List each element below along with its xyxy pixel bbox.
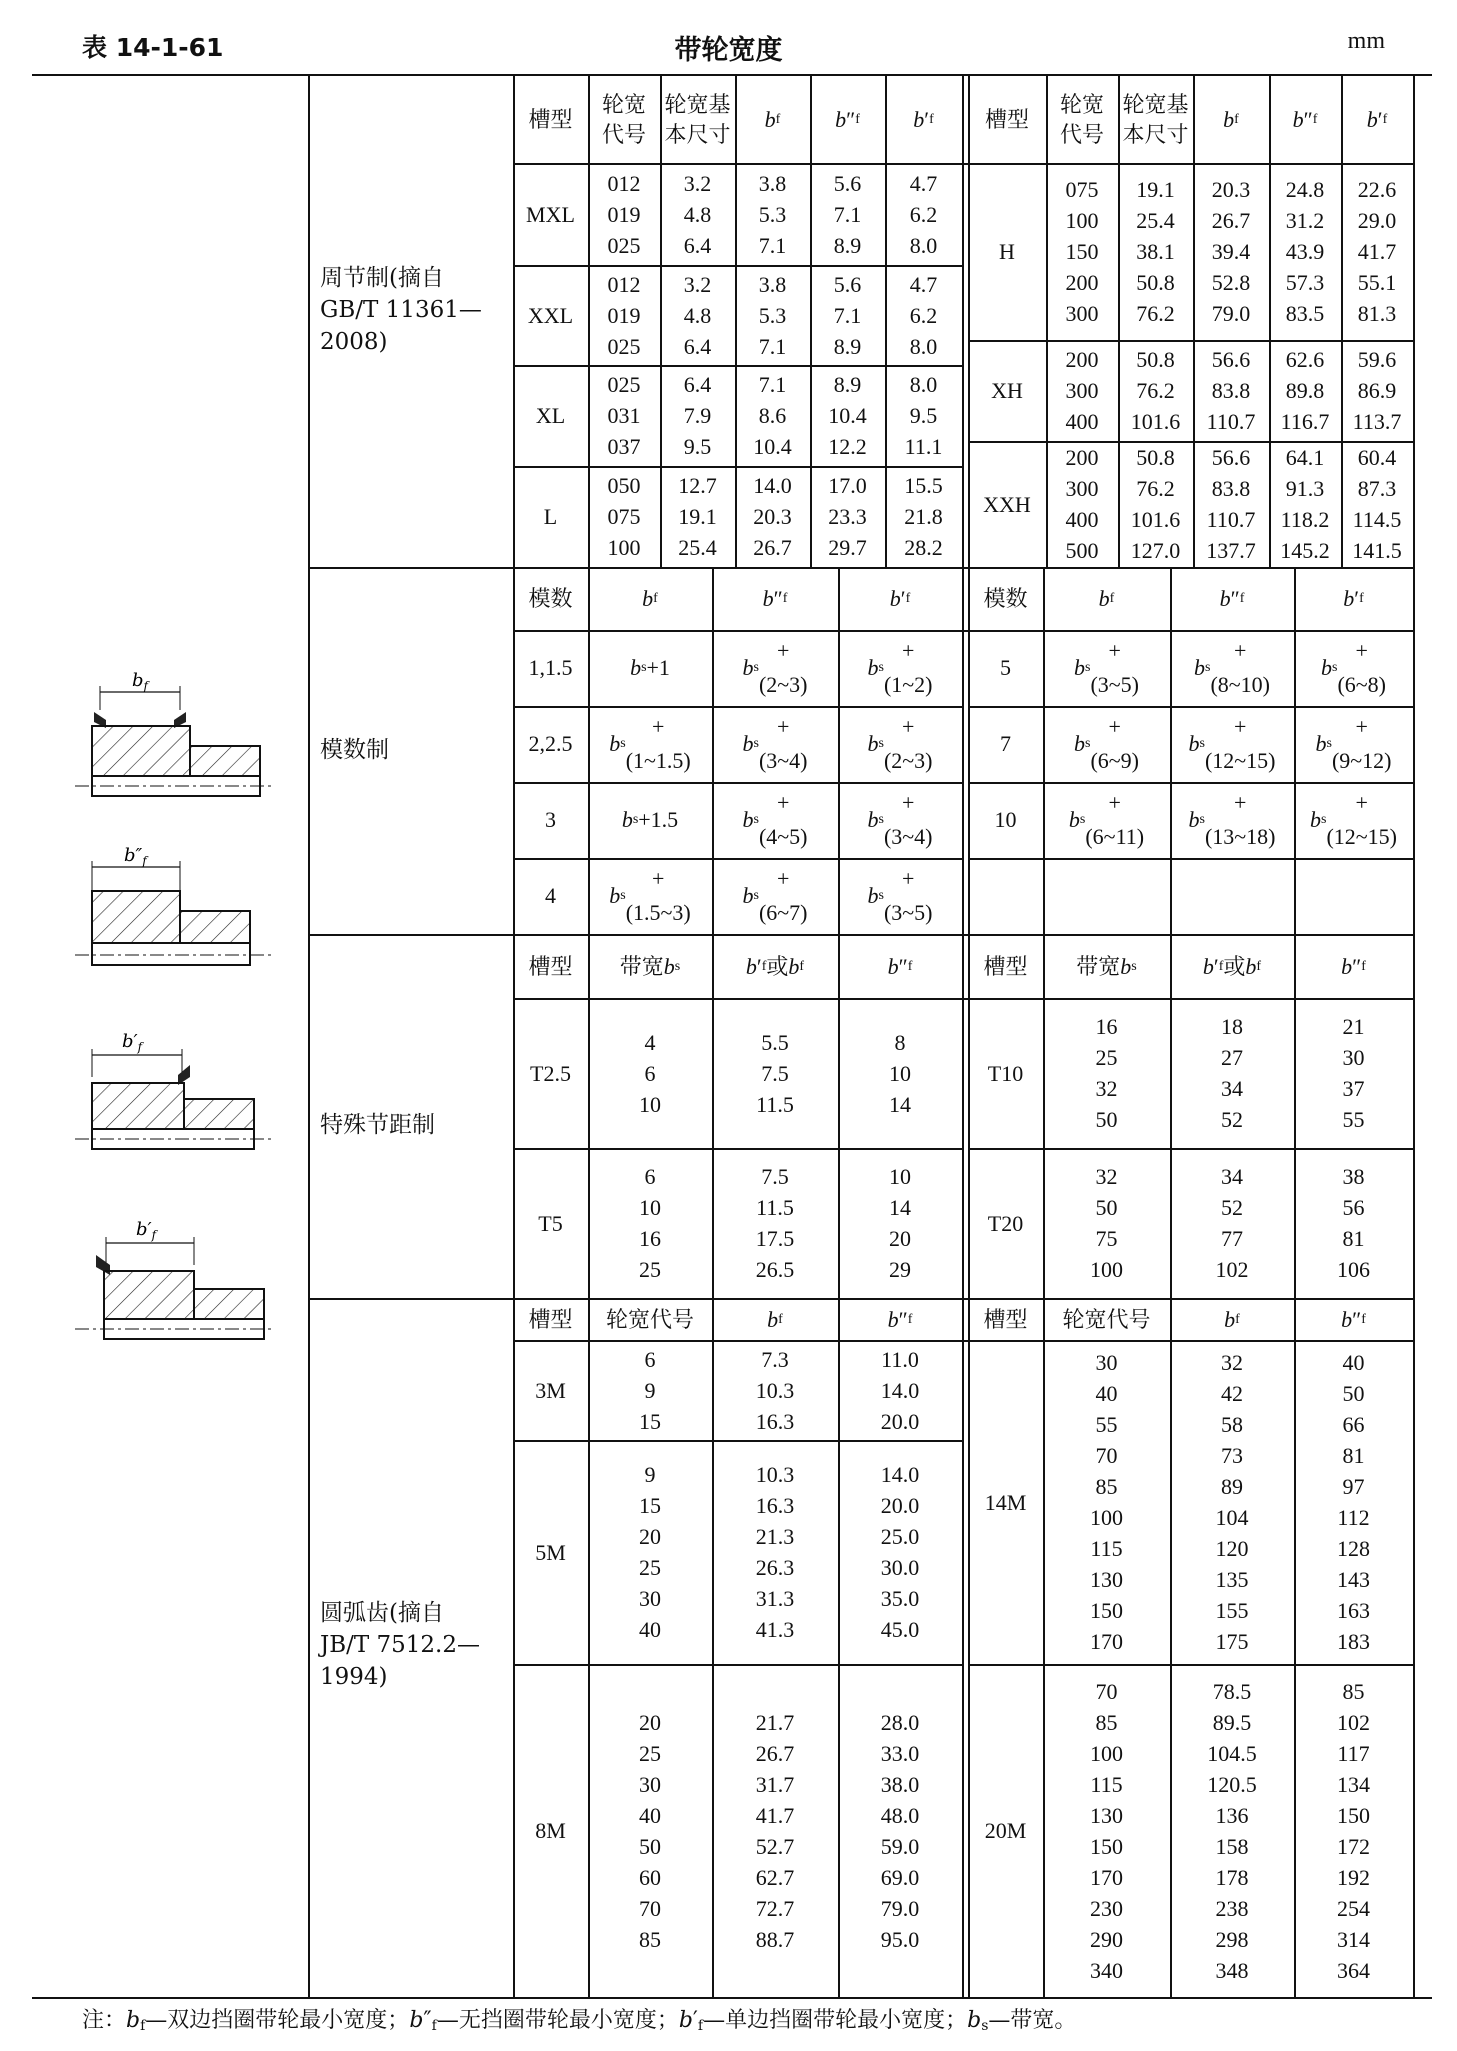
groove-type-cell: T5: [538, 1210, 563, 1236]
header-cell: b f: [767, 1306, 783, 1332]
value-cell: 075 100 150 200 300: [1065, 177, 1099, 326]
value-cell: 20.3 26.7 39.4 52.8 79.0: [1211, 177, 1251, 326]
formula-cell: b s + (12~15): [1309, 790, 1397, 849]
value-cell: 21.7 26.7 31.7 41.7 52.7 62.7 72.7 88.7: [755, 1709, 795, 1952]
system-label-pitch: 周节制(摘自 GB/T 11361— 2008): [320, 265, 482, 355]
value-cell: 24.8 31.2 43.9 57.3 83.5: [1285, 177, 1325, 326]
value-cell: 5.6 7.1 8.9: [833, 170, 862, 258]
footnote-text: 注：$b_f—$双边挡圈带轮最小宽度；$b''_f—$无挡圈带轮最小宽度；$b'_f—$单边挡圈带轮最小宽度；$b_s—$带宽。: [82, 2008, 1077, 2034]
value-cell: 50.8 76.2 101.6 127.0: [1130, 445, 1181, 563]
system-label-special-pitch: 特殊节距制: [320, 1112, 435, 1138]
value-cell: 050 075 100: [607, 473, 641, 560]
footnote: [82, 2003, 1076, 2034]
figure-single-flange-right: [70, 1025, 280, 1165]
value-cell: 8.9 10.4 12.2: [828, 372, 867, 459]
header-cell: b ″ f: [1341, 953, 1366, 979]
module-cell: 10: [994, 807, 1017, 832]
header-cell: b ′ f: [1343, 586, 1364, 611]
formula-cell: b s + (1~2): [867, 638, 933, 697]
header-cell: b f: [1098, 586, 1115, 611]
groove-type-cell: XL: [535, 403, 566, 428]
formula-cell: b s + (12~15): [1188, 714, 1276, 773]
groove-type-cell: T2.5: [530, 1060, 571, 1086]
value-cell: 34 52 77 102: [1215, 1164, 1249, 1282]
value-cell: 30 40 55 70 85 100 115 130 150 170: [1090, 1350, 1123, 1654]
groove-type-cell: MXL: [526, 201, 575, 227]
figure-single-flange-left: [70, 1215, 280, 1355]
value-cell: 7.3 10.3 16.3: [755, 1346, 795, 1434]
value-cell: 85 102 117 134 150 172 192 254 314 364: [1337, 1678, 1370, 1983]
value-cell: 200 300 400: [1065, 347, 1099, 434]
value-cell: 20 25 30 40 50 60 70 85: [639, 1709, 661, 1952]
header-cell: b f: [764, 106, 781, 132]
value-cell: 70 85 100 115 130 150 170 230 290 340: [1090, 1678, 1123, 1983]
value-cell: 64.1 91.3 118.2 145.2: [1280, 445, 1330, 563]
figure-no-flange: [70, 845, 280, 985]
value-cell: 200 300 400 500: [1065, 445, 1099, 563]
groove-type-cell: 5M: [535, 1539, 566, 1565]
formula-cell: b s + (6~7): [742, 866, 808, 925]
grid-line: [308, 76, 310, 1997]
value-cell: 012 019 025: [607, 170, 641, 258]
value-cell: 8.0 9.5 11.1: [904, 372, 943, 459]
groove-type-cell: 3M: [535, 1377, 566, 1403]
header-cell: 模数: [983, 586, 1028, 611]
value-cell: 56.6 83.8 110.7 137.7: [1206, 445, 1256, 563]
groove-type-cell: L: [543, 504, 558, 529]
groove-type-cell: XXL: [527, 302, 574, 328]
header-cell: 带宽 b s: [619, 953, 681, 979]
header-cell: 槽型: [528, 953, 573, 979]
value-cell: 3.8 5.3 7.1: [758, 170, 787, 258]
value-cell: 012 019 025: [607, 271, 641, 359]
formula-cell: b s + (2~3): [742, 638, 808, 697]
groove-type-cell: 8M: [535, 1818, 566, 1843]
value-cell: 60.4 87.3 114.5 141.5: [1352, 445, 1402, 563]
value-cell: 4.7 6.2 8.0: [909, 271, 938, 359]
value-cell: 8 10 14: [889, 1029, 911, 1117]
value-cell: 10 14 20 29: [889, 1164, 911, 1282]
table-number: 表 14-1-61: [82, 33, 224, 62]
value-cell: 7.1 8.6 10.4: [753, 372, 792, 459]
formula-cell: b s +1.5: [621, 807, 679, 832]
value-cell: 11.0 14.0 20.0: [880, 1346, 920, 1434]
module-cell: 7: [1000, 731, 1011, 756]
dim-label-bf1-left: $b'_f$: [136, 1219, 157, 1242]
table-title: 带轮宽度: [674, 35, 783, 66]
formula-cell: b s + (4~5): [742, 790, 808, 849]
value-cell: 4 6 10: [639, 1029, 661, 1117]
value-cell: 16 25 32 50: [1095, 1014, 1118, 1132]
header-cell: 槽型: [528, 106, 573, 132]
module-cell: 2,2.5: [528, 731, 573, 756]
value-cell: 21 30 37 55: [1342, 1014, 1365, 1132]
value-cell: 7.5 11.5 17.5 26.5: [755, 1164, 795, 1282]
header-cell: b ′ f: [1366, 106, 1388, 132]
groove-type-cell: 14M: [984, 1489, 1027, 1515]
value-cell: 3.2 4.8 6.4: [683, 170, 712, 258]
value-cell: 3.8 5.3 7.1: [758, 271, 787, 359]
header-cell: b ″ f: [835, 106, 860, 132]
header-cell: 轮宽代号: [1062, 1306, 1151, 1332]
header-cell: 轮宽基 本尺寸: [664, 91, 731, 147]
value-cell: 28.0 33.0 38.0 48.0 59.0 69.0 79.0 95.0: [880, 1709, 920, 1952]
header-cell: 轮宽代号: [605, 1306, 694, 1332]
grid-line: [968, 858, 1413, 860]
formula-cell: b s + (3~5): [867, 866, 933, 925]
header-cell: b ″ f: [762, 586, 788, 611]
value-cell: 10.3 16.3 21.3 26.3 31.3 41.3: [755, 1462, 795, 1642]
header-cell: 模数: [528, 586, 573, 611]
value-cell: 19.1 25.4 38.1 50.8 76.2: [1136, 177, 1175, 326]
formula-cell: b s + (9~12): [1315, 714, 1392, 773]
header-cell: b ′ f 或 b f: [1202, 953, 1262, 979]
formula-cell: b s + (8~10): [1193, 638, 1270, 697]
value-cell: 9 15 20 25 30 40: [639, 1462, 661, 1642]
formula-cell: b s + (1.5~3): [609, 866, 691, 925]
system-label-arc-tooth: 圆弧齿(摘自 JB/T 7512.2— 1994): [320, 1600, 481, 1690]
value-cell: 14.0 20.0 25.0 30.0 35.0 45.0: [880, 1462, 920, 1642]
value-cell: 50.8 76.2 101.6: [1130, 347, 1181, 434]
groove-type-cell: T10: [987, 1060, 1024, 1086]
value-cell: 18 27 34 52: [1221, 1014, 1243, 1132]
formula-cell: b s +1: [630, 655, 670, 680]
value-cell: 5.5 7.5 11.5: [756, 1029, 794, 1117]
dim-label-bf1: $b'_f$: [122, 1031, 143, 1054]
header-cell: 槽型: [528, 1306, 573, 1332]
value-cell: 17.0 23.3 29.7: [828, 473, 867, 560]
header-cell: 轮宽 代号: [1059, 91, 1104, 147]
value-cell: 38 56 81 106: [1337, 1164, 1370, 1282]
header-cell: b f: [642, 586, 658, 611]
bottom-rule: [32, 1997, 1432, 1999]
value-cell: 025 031 037: [607, 372, 641, 459]
unit-label: mm: [1347, 28, 1385, 54]
formula-cell: b s + (3~4): [742, 714, 808, 773]
formula-cell: b s + (6~9): [1073, 714, 1139, 773]
value-cell: 14.0 20.3 26.7: [753, 473, 792, 560]
module-cell: 3: [545, 807, 556, 832]
value-cell: 56.6 83.8 110.7: [1206, 347, 1256, 434]
module-cell: 5: [1000, 655, 1011, 680]
header-cell: b f: [1224, 1306, 1240, 1332]
value-cell: 15.5 21.8 28.2: [904, 473, 943, 560]
header-cell: 带宽 b s: [1076, 953, 1137, 979]
value-cell: 12.7 19.1 25.4: [678, 473, 717, 560]
value-cell: 4.7 6.2 8.0: [909, 170, 938, 258]
dim-label-bf: $b_f$: [132, 670, 148, 693]
value-cell: 62.6 89.8 116.7: [1280, 347, 1330, 434]
groove-type-cell: 20M: [984, 1818, 1027, 1843]
header-cell: 槽型: [983, 953, 1028, 979]
header-cell: b ″ f: [1292, 106, 1318, 132]
formula-cell: b s + (3~4): [867, 790, 933, 849]
formula-cell: b s + (6~11): [1068, 790, 1145, 849]
header-cell: b ″ f: [1341, 1306, 1366, 1332]
header-cell: b ″ f: [1219, 586, 1245, 611]
groove-type-cell: H: [999, 239, 1015, 264]
value-cell: 6.4 7.9 9.5: [683, 372, 712, 459]
header-cell: b f: [1223, 106, 1239, 132]
header-cell: 轮宽基 本尺寸: [1122, 91, 1189, 147]
formula-cell: b s + (6~8): [1320, 638, 1386, 697]
module-cell: 4: [545, 883, 556, 908]
header-cell: b ′ f 或 b f: [745, 953, 805, 979]
value-cell: 5.6 7.1 8.9: [833, 271, 862, 359]
groove-type-cell: XXH: [983, 491, 1031, 517]
header-cell: b ″ f: [887, 953, 913, 979]
groove-type-cell: T20: [987, 1210, 1024, 1236]
value-cell: 59.6 86.9 113.7: [1352, 347, 1402, 434]
header-cell: 槽型: [983, 1306, 1028, 1332]
value-cell: 6 10 16 25: [639, 1164, 661, 1282]
groove-type-cell: XH: [991, 378, 1023, 403]
value-cell: 40 50 66 81 97 112 128 143 163 183: [1337, 1350, 1370, 1654]
header-cell: 槽型: [984, 106, 1029, 132]
value-cell: 32 50 75 100: [1090, 1164, 1123, 1282]
value-cell: 22.6 29.0 41.7 55.1 81.3: [1357, 177, 1397, 326]
value-cell: 6 9 15: [639, 1346, 661, 1434]
value-cell: 3.2 4.8 6.4: [683, 271, 712, 359]
header-cell: b ″ f: [887, 1306, 913, 1332]
grid-line: [962, 76, 964, 1997]
header-cell: 轮宽 代号: [601, 91, 646, 147]
figure-double-flange: [70, 670, 280, 820]
value-cell: 78.5 89.5 104.5 120.5 136 158 178 238 298 348: [1207, 1678, 1257, 1983]
value-cell: 32 42 58 73 89 104 120 135 155 175: [1215, 1350, 1249, 1654]
grid-line: [1413, 76, 1415, 1997]
system-label-module: 模数制: [320, 737, 389, 763]
module-cell: 1,1.5: [528, 655, 573, 680]
formula-cell: b s + (1~1.5): [609, 714, 691, 773]
formula-cell: b s + (13~18): [1188, 790, 1276, 849]
header-cell: b ′ f: [889, 586, 911, 611]
header-cell: b ′ f: [913, 106, 934, 132]
dim-label-bff: $b''_f$: [124, 845, 147, 868]
formula-cell: b s + (2~3): [867, 714, 933, 773]
formula-cell: b s + (3~5): [1073, 638, 1139, 697]
